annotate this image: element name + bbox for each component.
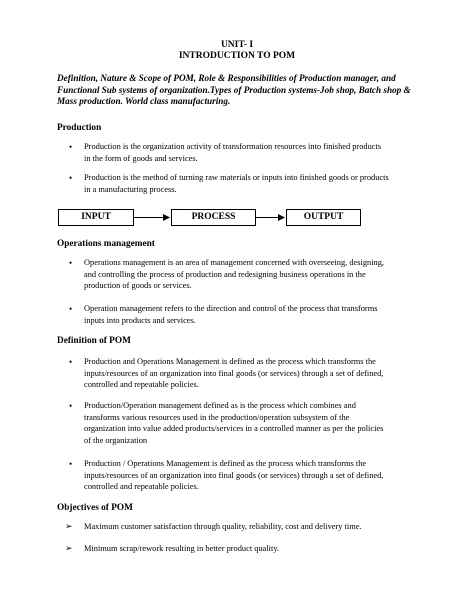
text-line: and controlling the process of production and redesigning business operations in the <box>84 269 366 279</box>
text-line: transforms various resources used in the production/operation subsystem of the <box>84 412 350 422</box>
syllabus-intro <box>57 73 427 108</box>
arrow-bullet-icon: ➢ <box>65 543 73 553</box>
arrow-bullet-icon: ➢ <box>65 521 73 531</box>
section-heading-definition: Definition of POM <box>57 336 131 346</box>
text-line: Operations management is an area of management concerned with overseeing, designing, <box>84 258 384 267</box>
text-line: Operation management refers to the direction and control of the process that transforms <box>84 304 378 313</box>
text-line: Production is the method of turning raw materials or inputs into finished goods or products <box>84 173 389 182</box>
text-line: Production and Operations Management is defined as the process which transforms the <box>84 357 376 366</box>
section-heading-operations: Operations management <box>57 239 155 249</box>
document-page: UNIT- I INTRODUCTION TO POM Definition, Nature & Scope of POM, Role & Responsibilities of Production manager, and Functional Sub systems of organization.Types of Production systems-Job shop, Batch shop & Mass production. World class manufacturing. Production • Production is the organization activity of transformation resources into finished products in the form of goods and services. • Production is the method of turning raw materials or inputs into finished goods or products in a manufacturing process. INPUT PROCESS OUTPUT Operations management • Operations management is an area of management concerned with overseeing, designing, and controlling the process of production and redesigning business operations in the production of goods or services. • Operation management refers to the direction and control of the process that transforms inputs into products and services. Definition of POM • Production and Operations Management is defined as the process which transforms the inputs/resources of an organization into final goods (or services) through a set of defined, controlled and repeatable policies. • Production/Operation management defined as is the process which combines and transforms various resources used in the production/operation subsystem of the organization into value added products/services in a controlled manner as per the policies of the organization • Production / Operations Management is defined as the process which transforms the inputs/resources of an organization into final goods (or services) through a set of defined, controlled and repeatable policies. Objectives of POM ➢ Maximum customer satisfaction through quality, reliability, cost and delivery time. ➢ Minimum scrap/rework resulting in better product quality. <box>0 0 474 613</box>
section-heading-objectives: Objectives of POM <box>57 503 133 513</box>
intro-line: Functional Sub systems of organization.Types of Production systems-Job shop, Batch shop & <box>57 84 411 95</box>
list-item <box>84 303 424 326</box>
unit-label: UNIT- I <box>220 40 254 50</box>
list-item <box>84 356 424 391</box>
text-line: inputs into products and services. <box>84 315 196 325</box>
text-line: organization into value added products/services in a controlled manner as per the policies <box>84 424 384 434</box>
section-heading-production: Production <box>57 123 102 133</box>
objective-item: Maximum customer satisfaction through quality, reliability, cost and delivery time. <box>84 522 362 531</box>
flow-box-output: OUTPUT <box>286 209 361 226</box>
text-line: Production / Operations Management is defined as the process which transforms the <box>84 459 367 468</box>
text-line: inputs/resources of an organization into final goods (or services) through a set of defined, <box>84 470 384 480</box>
text-line: controlled and repeatable policies. <box>84 482 199 492</box>
page-title: INTRODUCTION TO POM <box>178 51 296 61</box>
intro-line: Definition, Nature & Scope of POM, Role & Responsibilities of Production manager, and <box>57 73 396 83</box>
list-item <box>84 400 424 446</box>
text-line: in the form of goods and services. <box>84 153 198 163</box>
text-line: in a manufacturing process. <box>84 184 177 194</box>
list-item <box>84 458 424 493</box>
list-item <box>84 257 424 292</box>
text-line: controlled and repeatable policies. <box>84 380 199 390</box>
text-line: of the organization <box>84 435 148 445</box>
text-line: Production/Operation management defined as is the process which combines and <box>84 401 356 410</box>
intro-line: Mass production. World class manufacturing. <box>57 96 231 107</box>
list-item <box>84 172 424 195</box>
flow-box-input: INPUT <box>58 209 134 226</box>
text-line: production of goods or services. <box>84 281 192 291</box>
list-item <box>84 141 424 164</box>
text-line: inputs/resources of an organization into final goods (or services) through a set of defined, <box>84 368 384 378</box>
objective-item: Minimum scrap/rework resulting in better product quality. <box>84 544 280 553</box>
flow-box-process: PROCESS <box>171 209 256 226</box>
text-line: Production is the organization activity of transformation resources into finished products <box>84 142 382 151</box>
